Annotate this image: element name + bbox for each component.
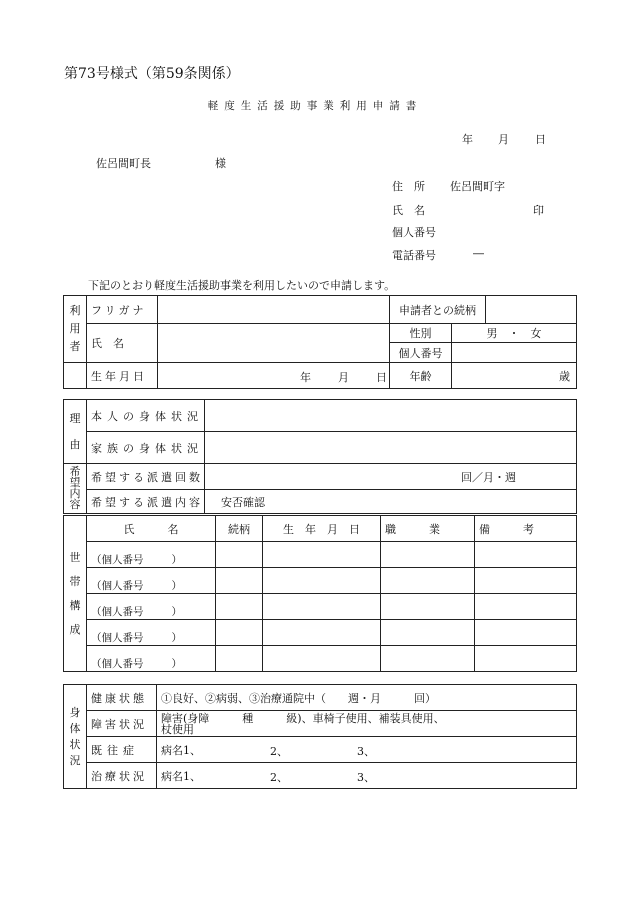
user-info-table bbox=[63, 295, 577, 389]
history-field[interactable] bbox=[157, 737, 577, 763]
dispatch-count-unit: 回／月・週 bbox=[461, 470, 516, 484]
user-name-label: 氏 名 bbox=[87, 324, 158, 363]
disability-field[interactable]: 障害(身障 種 級)、車椅子使用、補装具使用、 杖使用 bbox=[157, 711, 577, 737]
household-note-cell[interactable] bbox=[475, 646, 577, 672]
family-condition-label: 家族の身体状況 bbox=[87, 432, 205, 464]
dispatch-count-label: 希望する派遣回数 bbox=[87, 464, 205, 490]
body-side-label: 身体状況 bbox=[64, 685, 87, 789]
self-condition-label: 本人の身体状況 bbox=[87, 400, 205, 432]
honorific: 様 bbox=[215, 157, 226, 170]
furigana-label: フリガナ bbox=[87, 296, 158, 324]
household-job-cell[interactable] bbox=[381, 620, 475, 646]
household-note-cell[interactable] bbox=[475, 620, 577, 646]
household-birth-cell[interactable] bbox=[263, 568, 381, 594]
form-title: 軽度生活援助事業利用申請書 bbox=[207, 100, 423, 112]
household-relation-cell[interactable] bbox=[216, 568, 263, 594]
household-job-cell[interactable] bbox=[381, 542, 475, 568]
household-row bbox=[64, 646, 577, 672]
self-condition-field[interactable] bbox=[205, 400, 577, 432]
physical-condition-table bbox=[63, 684, 577, 789]
user-side-blank bbox=[64, 363, 87, 389]
applicant-address-label: 住 所 bbox=[392, 180, 425, 193]
form-number: 第73号様式（第59条関係） bbox=[64, 66, 240, 82]
household-row bbox=[64, 542, 577, 568]
reason-side-label: 理由 bbox=[64, 400, 87, 464]
history-item-2: 2、 bbox=[270, 745, 288, 758]
treatment-label: 治療状況 bbox=[87, 763, 157, 789]
household-header-job: 職 業 bbox=[381, 516, 475, 542]
gender-label: 性別 bbox=[390, 324, 452, 343]
household-header-birth: 生 年 月 日 bbox=[263, 516, 381, 542]
relation-field[interactable] bbox=[486, 296, 577, 324]
household-side-label: 世帯構成 bbox=[64, 516, 87, 672]
household-name-cell[interactable]: （個人番号 ） bbox=[87, 568, 216, 594]
household-note-cell[interactable] bbox=[475, 568, 577, 594]
household-job-cell[interactable] bbox=[381, 594, 475, 620]
gender-options[interactable]: 男 ・ 女 bbox=[452, 324, 577, 343]
history-item-1: 病名1、 bbox=[161, 743, 201, 757]
household-row bbox=[64, 568, 577, 594]
phone-dash: ― bbox=[473, 247, 484, 260]
date-year-label: 年 bbox=[462, 133, 473, 146]
user-personal-number-label: 個人番号 bbox=[390, 343, 452, 363]
household-name-cell[interactable]: （個人番号 ） bbox=[87, 542, 216, 568]
relation-label: 申請者との続柄 bbox=[390, 296, 486, 324]
household-name-cell[interactable]: （個人番号 ） bbox=[87, 620, 216, 646]
wish-side-label: 希望内容 bbox=[64, 464, 87, 514]
household-relation-cell[interactable] bbox=[216, 620, 263, 646]
birth-day-label: 日 bbox=[376, 371, 387, 384]
household-name-cell[interactable]: （個人番号 ） bbox=[87, 594, 216, 620]
applicant-name-label: 氏 名 bbox=[392, 204, 425, 217]
treatment-item-2: 2、 bbox=[270, 771, 288, 784]
household-relation-cell[interactable] bbox=[216, 646, 263, 672]
household-row bbox=[64, 594, 577, 620]
birth-field[interactable] bbox=[158, 363, 390, 389]
household-birth-cell[interactable] bbox=[263, 594, 381, 620]
age-field[interactable] bbox=[452, 363, 577, 389]
user-side-label: 利用者 bbox=[64, 296, 87, 363]
family-condition-field[interactable] bbox=[205, 432, 577, 464]
dispatch-content-field[interactable]: 安否確認 bbox=[205, 490, 577, 514]
health-field[interactable]: ①良好、②病弱、③治療通院中（ 週・月 回） bbox=[157, 685, 577, 711]
dispatch-content-label: 希望する派遣内容 bbox=[87, 490, 205, 514]
seal-mark: 印 bbox=[533, 204, 544, 217]
household-note-cell[interactable] bbox=[475, 542, 577, 568]
date-day-label: 日 bbox=[535, 133, 546, 146]
birth-year-label: 年 bbox=[300, 371, 311, 384]
date-month-label: 月 bbox=[498, 133, 509, 146]
household-birth-cell[interactable] bbox=[263, 646, 381, 672]
household-relation-cell[interactable] bbox=[216, 542, 263, 568]
addressee: 佐呂間町長 bbox=[96, 157, 151, 170]
household-header-note: 備 考 bbox=[475, 516, 577, 542]
health-label: 健康状態 bbox=[87, 685, 157, 711]
treatment-item-1: 病名1、 bbox=[161, 769, 201, 783]
intro-text: 下記のとおり軽度生活援助事業を利用したいので申請します。 bbox=[88, 279, 396, 292]
applicant-personal-number-label: 個人番号 bbox=[392, 226, 436, 239]
household-birth-cell[interactable] bbox=[263, 620, 381, 646]
user-personal-number-field[interactable] bbox=[452, 343, 577, 363]
applicant-phone-label: 電話番号 bbox=[392, 249, 436, 262]
household-job-cell[interactable] bbox=[381, 646, 475, 672]
treatment-field[interactable] bbox=[157, 763, 577, 789]
household-table bbox=[63, 515, 577, 672]
user-name-field[interactable] bbox=[158, 324, 390, 363]
age-label: 年齢 bbox=[390, 363, 452, 389]
birth-label: 生年月日 bbox=[87, 363, 158, 389]
household-header-relation: 続柄 bbox=[216, 516, 263, 542]
household-header-name: 氏 名 bbox=[87, 516, 216, 542]
household-row bbox=[64, 620, 577, 646]
age-unit: 歳 bbox=[559, 369, 570, 383]
household-name-cell[interactable]: （個人番号 ） bbox=[87, 646, 216, 672]
household-birth-cell[interactable] bbox=[263, 542, 381, 568]
household-relation-cell[interactable] bbox=[216, 594, 263, 620]
household-note-cell[interactable] bbox=[475, 594, 577, 620]
history-label: 既往症 bbox=[87, 737, 157, 763]
treatment-item-3: 3、 bbox=[357, 771, 375, 784]
dispatch-count-field[interactable] bbox=[205, 464, 577, 490]
history-item-3: 3、 bbox=[357, 745, 375, 758]
household-job-cell[interactable] bbox=[381, 568, 475, 594]
applicant-address-value[interactable]: 佐呂間町字 bbox=[450, 180, 505, 193]
birth-month-label: 月 bbox=[338, 371, 349, 384]
disability-label: 障害状況 bbox=[87, 711, 157, 737]
reason-table bbox=[63, 399, 577, 514]
furigana-field[interactable] bbox=[158, 296, 390, 324]
